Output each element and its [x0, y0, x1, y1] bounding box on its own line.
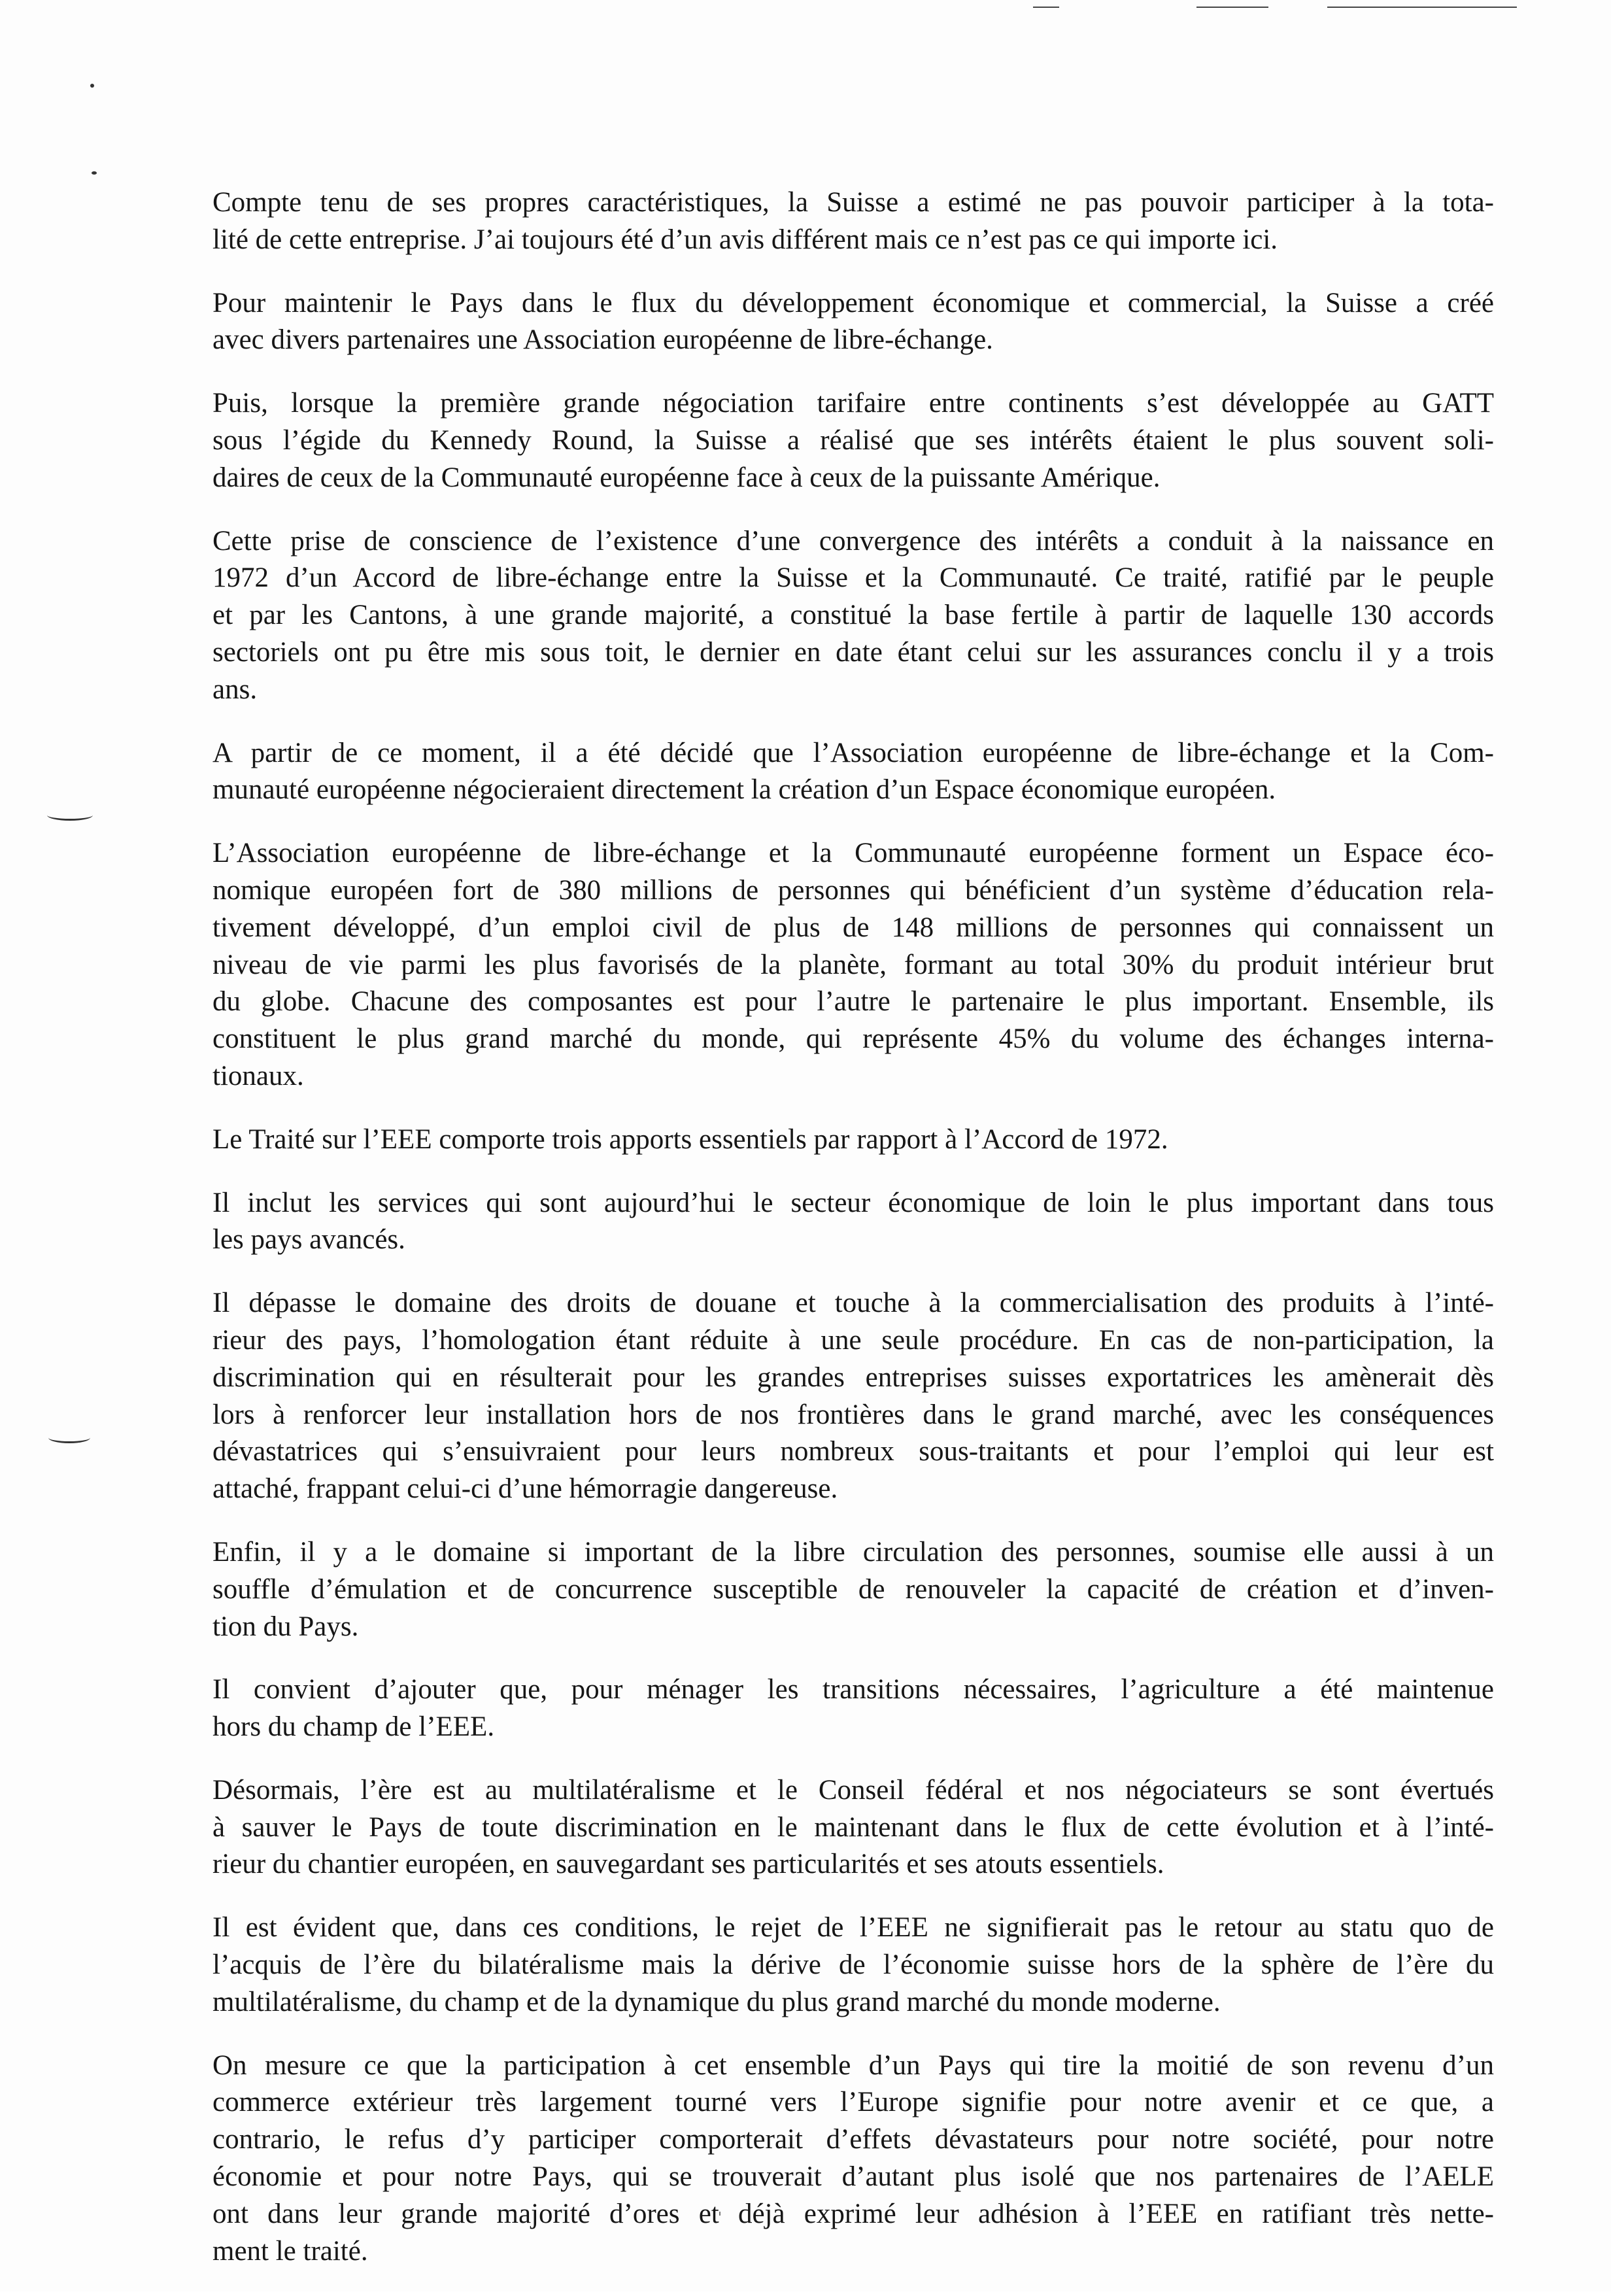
paragraph [212, 1671, 1494, 1746]
scan-hole-punch-mark [47, 810, 93, 821]
paragraph [212, 184, 1494, 259]
scan-mark [92, 171, 97, 175]
paragraph [212, 285, 1494, 360]
text-line: rieur du chantier européen, en sauvegardant ses particularités et ses atouts essentiels. [212, 1849, 1164, 1880]
paragraph [212, 523, 1494, 709]
text-line: Il convient d’ajouter que, pour ménager les transitions nécessaires, l’agriculture a été maintenue [212, 1674, 1494, 1705]
text-line: Il inclut les services qui sont aujourd’hui le secteur économique de loin le plus important dans tous [212, 1187, 1494, 1218]
text-line: ans. [212, 674, 258, 705]
text-line: Il dépasse le domaine des droits de douane et touche à la commercialisation des produits à l’inté- [212, 1288, 1494, 1319]
paragraph [212, 735, 1494, 810]
text-line: Puis, lorsque la première grande négociation tarifaire entre continents s’est développée au GATT [212, 388, 1494, 419]
text-line: nomique européen fort de 380 millions de personnes qui bénéficient d’un système d’éducation rela- [212, 874, 1494, 906]
scan-top-line [1327, 7, 1517, 8]
paragraph [212, 385, 1494, 496]
text-line: hors du champ de l’EEE. [212, 1711, 495, 1743]
text-line: L’Association européenne de libre-échange et la Communauté européenne forment un Espace éco- [212, 838, 1494, 869]
text-line: les pays avancés. [212, 1224, 405, 1256]
scan-mark [90, 84, 94, 88]
text-line: Désormais, l’ère est au multilatéralisme et le Conseil fédéral et nos négociateurs se sont évertués [212, 1774, 1494, 1806]
paragraph [212, 835, 1494, 1095]
text-line: attaché, frappant celui-ci d’une hémorragie dangereuse. [212, 1473, 838, 1505]
text-line: lité de cette entreprise. J’ai toujours été d’un avis différent mais ce n’est pas ce qui importe ici. [212, 224, 1278, 255]
text-line: lors à renforcer leur installation hors de nos frontières dans le grand marché, avec les conséquences [212, 1399, 1494, 1430]
text-line: multilatéralisme, du champ et de la dynamique du plus grand marché du monde moderne. [212, 1986, 1221, 2017]
text-line: rieur des pays, l’homologation étant réduite à une seule procédure. En cas de non-participation, la [212, 1324, 1494, 1356]
text-line: munauté européenne négocieraient directement la création d’un Espace économique européen. [212, 774, 1276, 806]
text-line: avec divers partenaires une Association européenne de libre-échange. [212, 324, 993, 356]
text-line: ment le traité. [212, 2235, 368, 2267]
paragraph [212, 1285, 1494, 1508]
paragraph [212, 1185, 1494, 1259]
text-line: à sauver le Pays de toute discrimination en le maintenant dans le flux de cette évolution et à l’inté- [212, 1811, 1494, 1843]
text-line: A partir de ce moment, il a été décidé que l’Association européenne de libre-échange et la Com- [212, 737, 1494, 768]
text-line: et par les Cantons, à une grande majorité, a constitué la base fertile à partir de laquelle 130 accords [212, 600, 1494, 631]
text-line: Enfin, il y a le domaine si important de la libre circulation des personnes, soumise elle aussi à un [212, 1536, 1494, 1568]
scan-top-line [1196, 7, 1268, 8]
paragraph [212, 1772, 1494, 1883]
text-line: constituent le plus grand marché du monde, qui représente 45% du volume des échanges interna- [212, 1023, 1494, 1055]
paragraph [212, 2048, 1494, 2270]
text-line: économie et pour notre Pays, qui se trouverait d’autant plus isolé que nos partenaires de l’AELE [212, 2161, 1494, 2193]
text-line: tivement développé, d’un emploi civil de plus de 148 millions de personnes qui connaissent un [212, 912, 1494, 943]
text-line: tionaux. [212, 1060, 304, 1091]
document-body [212, 184, 1494, 2296]
paragraph [212, 1122, 1494, 1159]
text-line: souffle d’émulation et de concurrence susceptible de renouveler la capacité de création et d’inven- [212, 1573, 1494, 1605]
text-line: Cette prise de conscience de l’existence d’une convergence des intérêts a conduit à la naissance en [212, 525, 1494, 557]
text-line: Pour maintenir le Pays dans le flux du développement économique et commercial, la Suisse a créé [212, 287, 1494, 318]
text-line: 1972 d’un Accord de libre-échange entre la Suisse et la Communauté. Ce traité, ratifié par le peuple [212, 562, 1494, 594]
text-line: dévastatrices qui s’ensuivraient pour leurs nombreux sous-traitants et pour l’emploi qui leur est [212, 1436, 1494, 1467]
text-line: Compte tenu de ses propres caractéristiques, la Suisse a estimé ne pas pouvoir participer à la tota- [212, 187, 1494, 218]
scan-hole-punch-mark [48, 1432, 90, 1443]
text-line: ont dans leur grande majorité d’ores et déjà exprimé leur adhésion à l’EEE en ratifiant très nette- [212, 2198, 1494, 2229]
paragraph [212, 1534, 1494, 1645]
text-line: niveau de vie parmi les plus favorisés de la planète, formant au total 30% du produit intérieur brut [212, 949, 1494, 980]
text-line: du globe. Chacune des composantes est pour l’autre le partenaire le plus important. Ensemble, ils [212, 986, 1494, 1018]
text-line: Le Traité sur l’EEE comporte trois apports essentiels par rapport à l’Accord de 1972. [212, 1123, 1168, 1155]
text-line: On mesure ce que la participation à cet ensemble d’un Pays qui tire la moitié de son revenu d’un [212, 2049, 1494, 2081]
text-line: sous l’égide du Kennedy Round, la Suisse a réalisé que ses intérêts étaient le plus souvent soli- [212, 424, 1494, 456]
text-line: commerce extérieur très largement tourné vers l’Europe signifie pour notre avenir et ce que, a [212, 2087, 1494, 2118]
paragraph [212, 1910, 1494, 2021]
text-line: Il est évident que, dans ces conditions, le rejet de l’EEE ne signifierait pas le retour au statu quo de [212, 1912, 1494, 1944]
text-line: daires de ceux de la Communauté européenne face à ceux de la puissante Amérique. [212, 462, 1161, 493]
text-line: sectoriels ont pu être mis sous toit, le dernier en date étant celui sur les assurances conclu il y a trois [212, 636, 1494, 668]
text-line: contrario, le refus d’y participer comporterait d’effets dévastateurs pour notre société, pour notre [212, 2124, 1494, 2155]
text-line: discrimination qui en résulterait pour les grandes entreprises suisses exportatrices les amènerait dès [212, 1362, 1494, 1393]
text-line: tion du Pays. [212, 1611, 359, 1642]
scan-top-line [1033, 7, 1059, 8]
text-line: l’acquis de l’ère du bilatéralisme mais la dérive de l’économie suisse hors de la sphère de l’ère du [212, 1949, 1494, 1981]
